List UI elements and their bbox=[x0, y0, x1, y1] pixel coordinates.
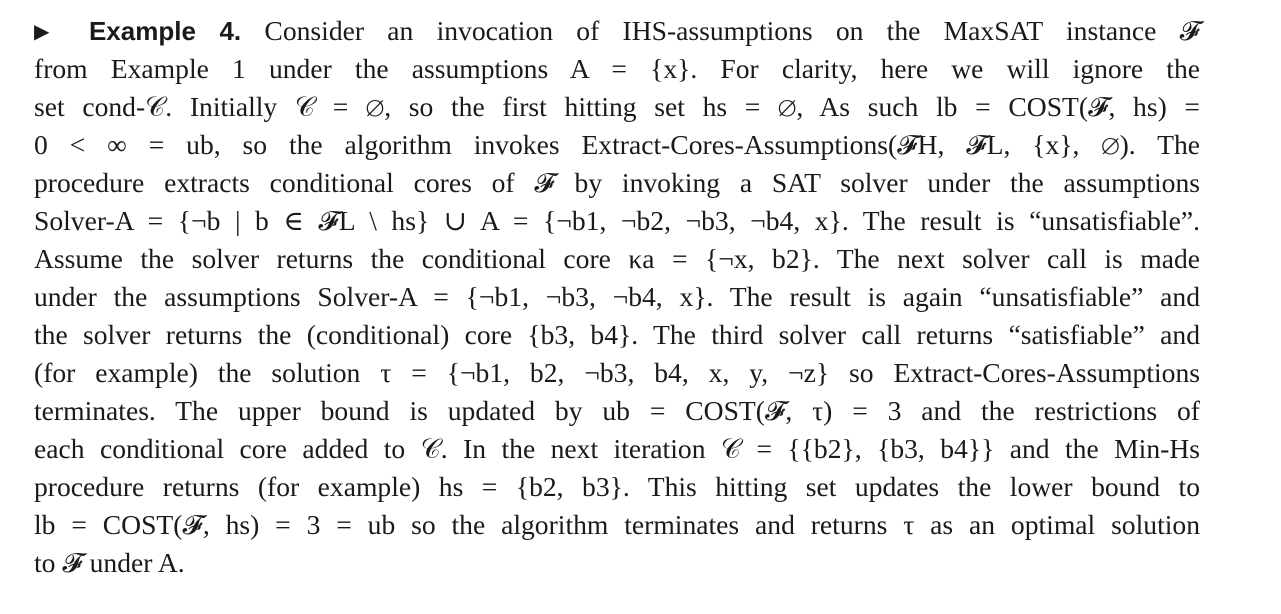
text-line: lb = COST(𝓕, hs) = 3 = ub so the algorithm terminates and returns τ as an optimal solution bbox=[34, 509, 1200, 540]
text-line bbox=[34, 12, 1200, 50]
text-line: under the assumptions Solver-A = {¬b1, ¬b3, ¬b4, x}. The result is again “unsatisfiable” and bbox=[34, 281, 1200, 312]
text-line: Assume the solver returns the conditional core κa = {¬x, b2}. The next solver call is made bbox=[34, 243, 1200, 274]
text-line: (for example) the solution τ = {¬b1, b2, ¬b3, b4, x, y, ¬z} so Extract-Cores-Assumptions bbox=[34, 357, 1200, 388]
example-paragraph bbox=[34, 12, 1200, 582]
line-text: Consider an invocation of IHS-assumptions on the MaxSAT instance 𝓕 bbox=[264, 15, 1201, 46]
text-line: procedure returns (for example) hs = {b2, b3}. This hitting set updates the lower bound to bbox=[34, 471, 1200, 502]
example-label: Example 4. bbox=[88, 16, 242, 46]
text-line: terminates. The upper bound is updated by ub = COST(𝓕, τ) = 3 and the restrictions of bbox=[34, 395, 1200, 426]
triangle-icon: ▶ bbox=[34, 19, 66, 43]
text-line: Solver-A = {¬b | b ∈ 𝓕L \ hs} ∪ A = {¬b1, ¬b2, ¬b3, ¬b4, x}. The result is “unsatisfiable”. bbox=[34, 205, 1200, 236]
text-line: set cond-𝒞. Initially 𝒞 = ∅, so the first hitting set hs = ∅, As such lb = COST(𝓕, hs) = bbox=[34, 91, 1200, 122]
text-line: from Example 1 under the assumptions A = {x}. For clarity, here we will ignore the bbox=[34, 53, 1200, 84]
text-line: the solver returns the (conditional) core {b3, b4}. The third solver call returns “satisfiable” and bbox=[34, 319, 1200, 350]
text-line: 0 < ∞ = ub, so the algorithm invokes Extract-Cores-Assumptions(𝓕H, 𝓕L, {x}, ∅). The bbox=[34, 129, 1200, 160]
text-line: procedure extracts conditional cores of 𝓕 by invoking a SAT solver under the assumptions bbox=[34, 167, 1200, 198]
text-line: each conditional core added to 𝒞. In the next iteration 𝒞 = {{b2}, {b3, b4}} and the Min-Hs bbox=[34, 433, 1200, 464]
text-line: to 𝓕 under A. bbox=[34, 547, 185, 578]
